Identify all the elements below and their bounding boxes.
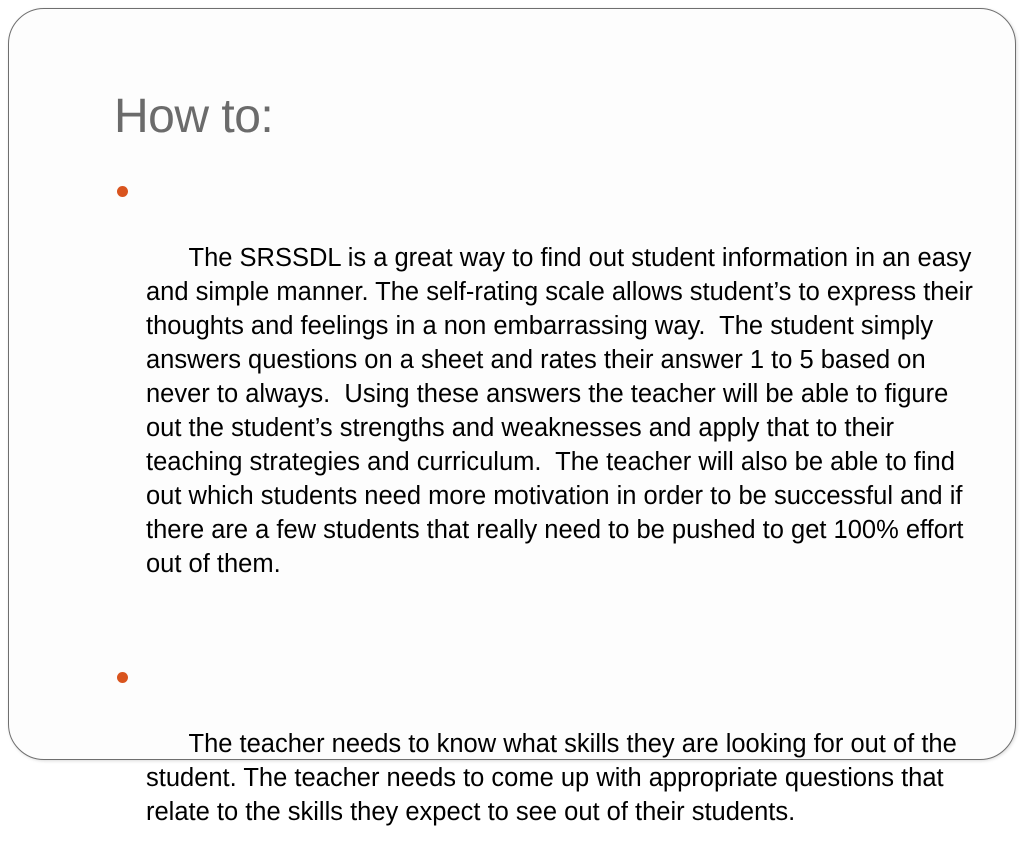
bullet-text: The teacher needs to know what skills they are looking for out of the student. The teacher needs to come up with appropriate questions that relate to the skills they expect to see out of their students. <box>146 730 964 826</box>
bullet-dot-icon <box>117 186 128 197</box>
slide-title: How to: <box>114 90 274 143</box>
bullet-dot-icon <box>117 672 128 683</box>
list-item <box>114 173 980 615</box>
bullet-list <box>114 173 980 863</box>
list-item <box>114 659 974 863</box>
bullet-text: The SRSSDL is a great way to find out student information in an easy and simple manner. The self-rating scale allows student’s to express their thoughts and feelings in a non embarrassing way. The student simply answers questions on a sheet and rates their answer 1 to 5 based on never to always. Using these answers the teacher will be able to figure out the student’s strengths and weaknesses and apply that to their teaching strategies and curriculum. The teacher will also be able to find out which students need more motivation in order to be successful and if there are a few students that really need to be pushed to get 100% effort out of them. <box>146 244 980 578</box>
slide-frame <box>8 8 1016 826</box>
